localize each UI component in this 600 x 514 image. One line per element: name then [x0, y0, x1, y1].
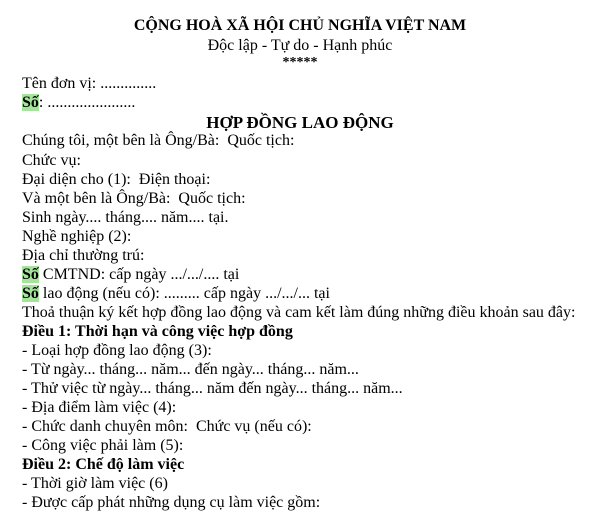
number-value: : ...................... — [38, 94, 136, 111]
article-1-item: - Thử việc từ ngày... tháng... năm đến ngày... tháng... năm... — [22, 380, 403, 397]
article-1-title-item — [22, 417, 312, 436]
party-label: Chúng tôi, một bên là Ông/Bà: — [22, 132, 220, 149]
address-line: Địa chỉ thường trú: — [22, 247, 145, 264]
article-2-title: Điều 2: Chế độ làm việc — [22, 456, 185, 473]
number-label: Số — [22, 94, 39, 111]
birth-line: Sinh ngày.... tháng.... năm.... tại. — [22, 209, 229, 226]
other-party-label: Và một bên là Ông/Bà: — [22, 190, 171, 207]
country-header: CỘNG HOÀ XÃ HỘI CHỦ NGHĨA VIỆT NAM — [133, 17, 467, 34]
article-1-item: - Từ ngày... tháng... năm... đến ngày... tháng... năm... — [22, 361, 359, 378]
position-line: Chức vụ: — [22, 152, 81, 169]
labor-book-label: Số — [22, 285, 39, 302]
representative-label: Đại diện cho (1): — [22, 171, 131, 188]
article-1-item: - Địa điểm làm việc (4): — [22, 399, 177, 416]
occupation-line: Nghề nghiệp (2): — [22, 228, 132, 245]
id-card-line — [22, 265, 239, 284]
article-1-title: Điều 1: Thời hạn và công việc hợp đồng — [22, 323, 293, 340]
article-2-item: - Được cấp phát những dụng cụ làm việc gồm: — [22, 494, 321, 511]
id-card-value: CMTND: cấp ngày .../.../.... tại — [38, 266, 240, 283]
labor-book-value: lao động (nếu có): ......... cấp ngày .../.../... tại — [38, 285, 330, 302]
party-line — [22, 131, 294, 150]
representative-line — [22, 170, 210, 189]
other-party-nationality: Quốc tịch: — [178, 190, 246, 207]
party-nationality: Quốc tịch: — [227, 132, 295, 149]
header-stars: ***** — [282, 55, 318, 70]
phone-label: Điện thoại: — [138, 171, 211, 188]
unit-line: Tên đơn vị: .............. — [22, 75, 157, 92]
article-1-work-item: - Công việc phải làm (5): — [22, 437, 184, 454]
job-title-label: - Chức danh chuyên môn: — [22, 418, 188, 435]
article-1-item: - Loại hợp đồng lao động (3): — [22, 342, 212, 359]
article-2-item: - Thời giờ làm việc (6) — [22, 475, 168, 492]
other-party-line — [22, 189, 246, 208]
number-line — [22, 93, 135, 112]
labor-book-line — [22, 284, 330, 303]
role-label: Chức vụ (nếu có): — [195, 418, 312, 435]
agreement-line: Thoả thuận ký kết hợp đồng lao động và cam kết làm đúng những điều khoản sau đây: — [22, 304, 576, 321]
document-title: HỢP ĐỒNG LAO ĐỘNG — [206, 113, 394, 132]
id-card-label: Số — [22, 266, 39, 283]
motto: Độc lập - Tự do - Hạnh phúc — [207, 37, 393, 54]
